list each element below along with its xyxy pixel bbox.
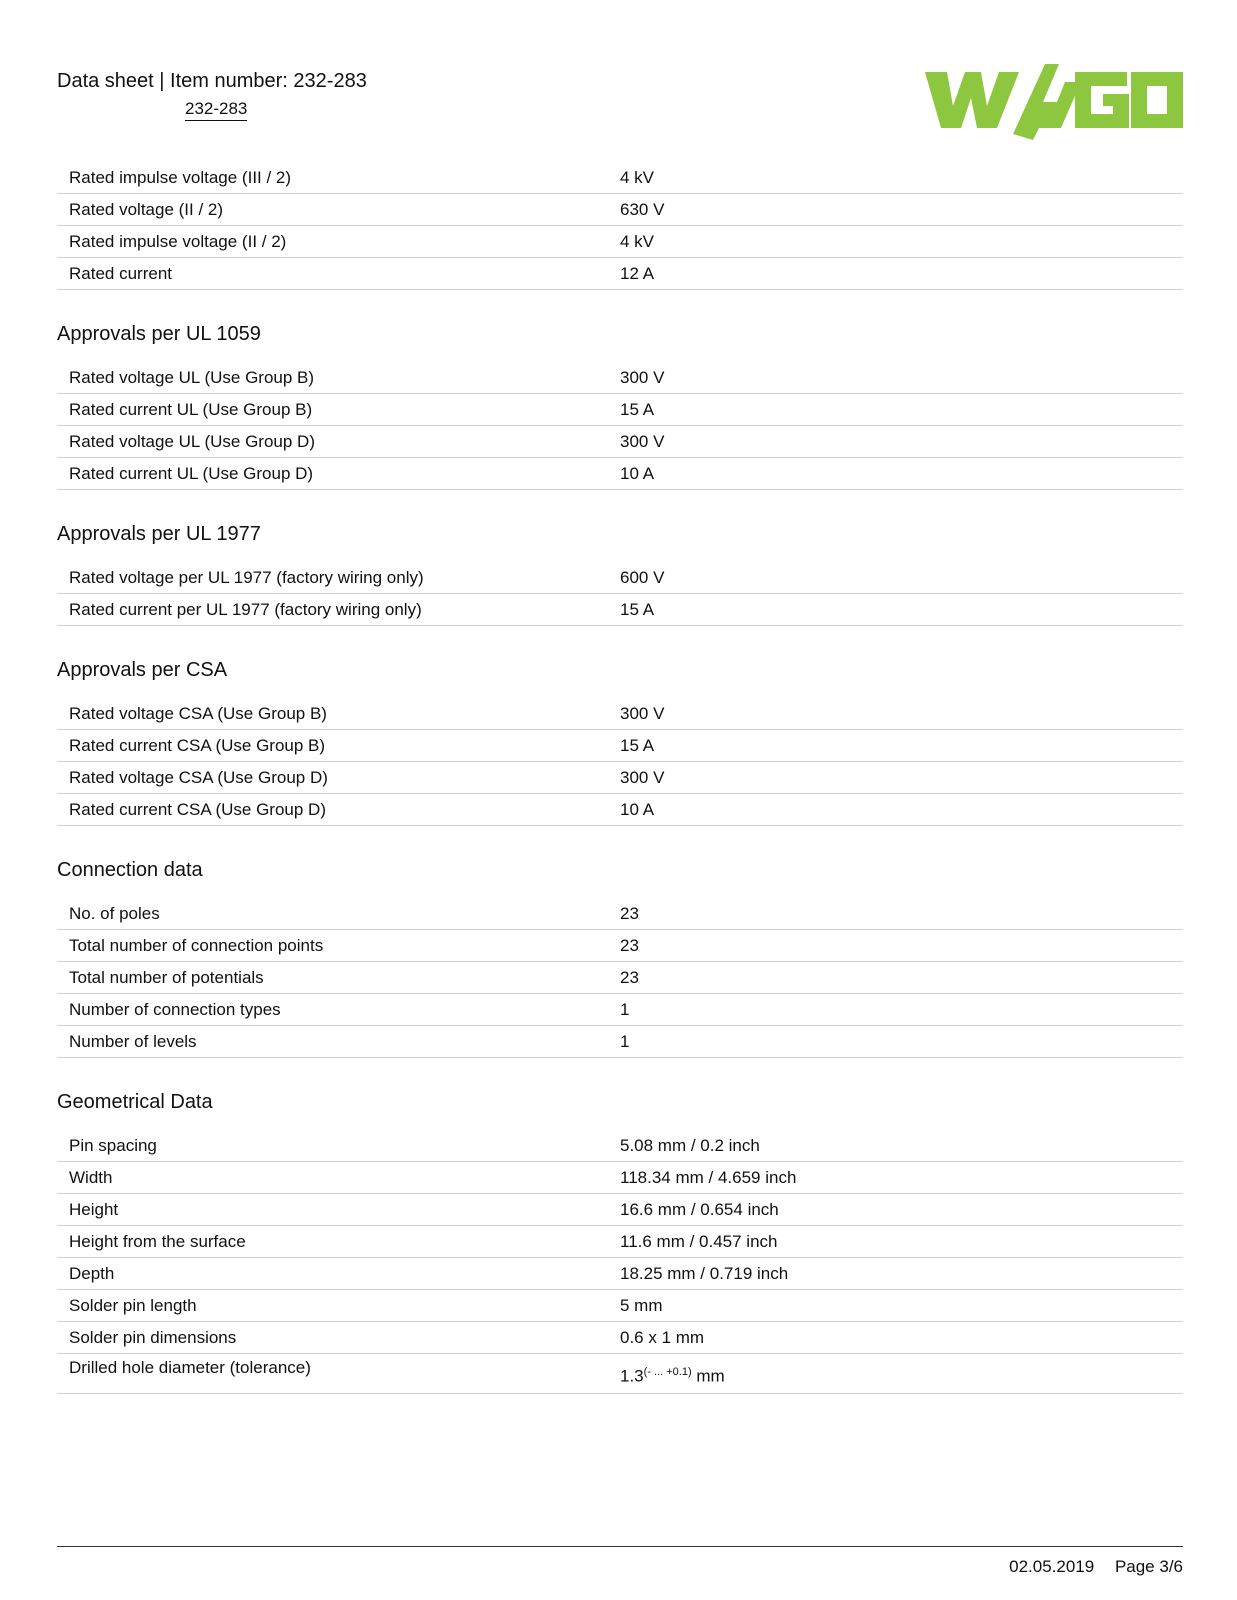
table-row [57,362,1183,394]
table-row [57,1162,1183,1194]
row-label: Number of connection types [69,999,281,1019]
row-label: Rated current UL (Use Group B) [69,399,313,419]
table-row [57,194,1183,226]
spec-table [57,362,1183,490]
spec-section [57,520,1183,626]
row-value: 1 [620,999,630,1019]
row-value: 23 [620,903,639,923]
table-row [57,1226,1183,1258]
table-row [57,1130,1183,1162]
table-row [57,162,1183,194]
table-row [57,698,1183,730]
table-row [57,930,1183,962]
spec-table [57,562,1183,626]
row-label: Solder pin dimensions [69,1327,237,1347]
item-number-link[interactable]: 232-283 [185,99,247,121]
row-label: Total number of connection points [69,935,324,955]
table-row [57,1354,1183,1394]
table-row [57,426,1183,458]
tolerance-unit: mm [691,1366,725,1386]
footer-page: Page 3/6 [1114,1557,1183,1576]
spec-table [57,898,1183,1058]
row-label: Rated voltage (II / 2) [69,199,224,219]
row-label: Total number of potentials [69,967,264,987]
row-value: 600 V [620,567,665,587]
page-footer [1009,1557,1183,1577]
spec-section [57,320,1183,490]
footer-date: 02.05.2019 [1009,1557,1095,1576]
row-label: Rated impulse voltage (III / 2) [69,167,292,187]
row-value: 16.6 mm / 0.654 inch [620,1199,779,1219]
spec-section [57,656,1183,826]
row-label: Depth [69,1263,115,1283]
row-value: 300 V [620,767,665,787]
spec-table [57,1130,1183,1394]
row-label: Drilled hole diameter (tolerance) [69,1358,311,1377]
table-row [57,762,1183,794]
intro-table [57,162,1183,290]
row-value: 15 A [620,599,655,619]
page-header [57,70,367,121]
row-label: Rated current [69,263,172,283]
table-row [57,994,1183,1026]
row-label: Rated voltage UL (Use Group B) [69,367,315,387]
row-value: 15 A [620,735,655,755]
row-label: Height [69,1199,119,1219]
datasheet-content [57,162,1183,1394]
row-label: Rated current CSA (Use Group B) [69,735,326,755]
row-value: 300 V [620,703,665,723]
row-value: 4 kV [620,167,655,187]
section-title: Geometrical Data [57,1091,213,1113]
row-label: Width [69,1167,113,1187]
table-row [57,730,1183,762]
row-label: Rated current CSA (Use Group D) [69,799,326,819]
row-value: 1 [620,1031,630,1051]
row-label: Pin spacing [69,1135,157,1155]
table-row [57,962,1183,994]
table-row [57,1194,1183,1226]
row-value: 12 A [620,263,655,283]
row-value: 11.6 mm / 0.457 inch [620,1231,778,1251]
wago-logo [925,58,1183,144]
row-label: Number of levels [69,1031,197,1051]
row-label: Rated voltage CSA (Use Group D) [69,767,328,787]
row-value: 23 [620,935,639,955]
spec-section [57,856,1183,1058]
table-row [57,394,1183,426]
table-row [57,898,1183,930]
section-title: Connection data [57,859,203,881]
row-value: 300 V [620,367,665,387]
section-title: Approvals per CSA [57,659,228,681]
table-row [57,562,1183,594]
table-row [57,1322,1183,1354]
row-label: Rated voltage UL (Use Group D) [69,431,315,451]
row-value: 23 [620,967,639,987]
tolerance-range: (- ... +0.1) [643,1366,692,1378]
row-value: 0.6 x 1 mm [620,1327,705,1347]
row-value: 4 kV [620,231,655,251]
table-row [57,1026,1183,1058]
table-row [57,794,1183,826]
footer-divider [57,1546,1183,1547]
row-value [620,1358,725,1387]
page-title: Data sheet | Item number: 232-283 [57,70,367,92]
spec-section [57,1088,1183,1394]
spec-table [57,698,1183,826]
row-value: 630 V [620,199,665,219]
section-title: Approvals per UL 1977 [57,523,261,545]
table-row [57,458,1183,490]
table-row [57,1290,1183,1322]
row-value: 5 mm [620,1295,663,1315]
row-label: No. of poles [69,903,160,923]
row-value: 300 V [620,431,665,451]
row-label: Rated current UL (Use Group D) [69,463,314,483]
table-row [57,226,1183,258]
row-label: Rated voltage per UL 1977 (factory wiring only) [69,567,424,587]
section-title: Approvals per UL 1059 [57,323,261,345]
row-value: 18.25 mm / 0.719 inch [620,1263,789,1283]
row-value: 15 A [620,399,655,419]
row-label: Solder pin length [69,1295,197,1315]
row-label: Height from the surface [69,1231,246,1251]
table-row [57,258,1183,290]
row-label: Rated impulse voltage (II / 2) [69,231,287,251]
row-value: 10 A [620,799,655,819]
tolerance-base: 1.3 [620,1366,644,1386]
table-row [57,594,1183,626]
row-label: Rated voltage CSA (Use Group B) [69,703,327,723]
row-label: Rated current per UL 1977 (factory wiring only) [69,599,422,619]
row-value: 10 A [620,463,655,483]
row-value: 5.08 mm / 0.2 inch [620,1135,760,1155]
row-value: 118.34 mm / 4.659 inch [620,1167,797,1187]
table-row [57,1258,1183,1290]
